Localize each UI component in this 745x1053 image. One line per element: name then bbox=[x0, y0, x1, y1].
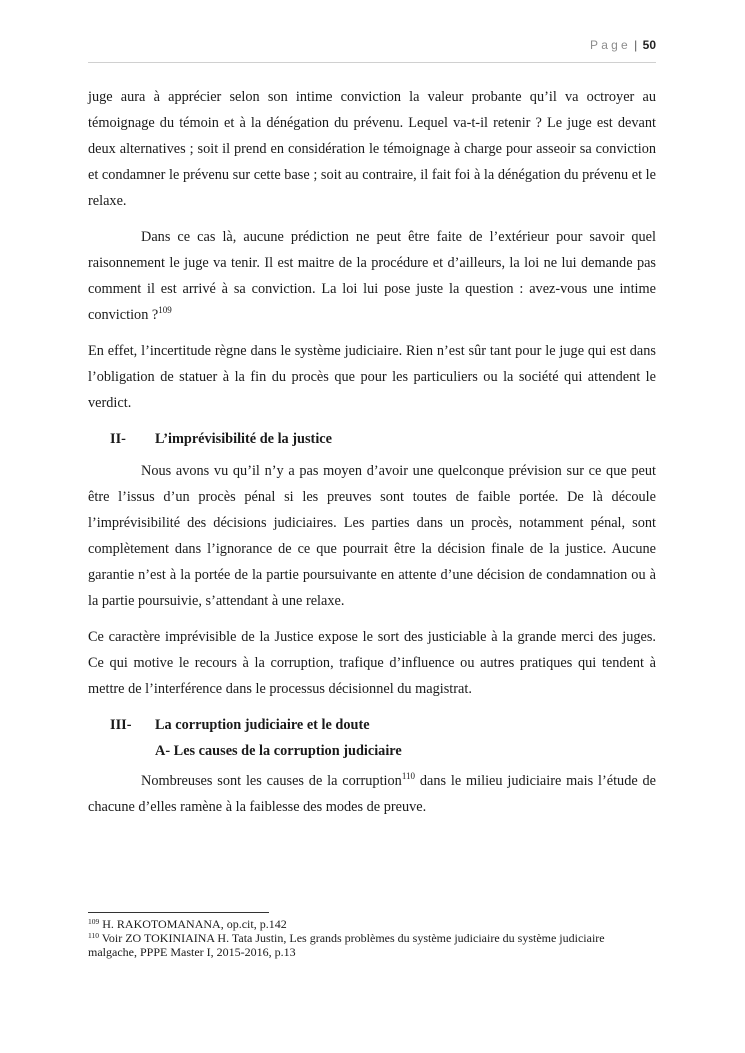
paragraph-6-text-start: Nombreuses sont les causes de la corruption bbox=[141, 773, 402, 789]
page-label: Page bbox=[590, 38, 631, 52]
footnote-ref-109[interactable]: 109 bbox=[158, 305, 172, 315]
header-divider bbox=[88, 62, 656, 63]
page-number: 50 bbox=[642, 38, 656, 52]
footnote-110 bbox=[88, 931, 656, 959]
section-heading-3 bbox=[88, 712, 656, 738]
footnote-109 bbox=[88, 917, 656, 931]
paragraph-3: En effet, l’incertitude règne dans le système judiciaire. Rien n’est sûr tant pour le juge qui est dans l’obligation de statuer à la fin du procès que pour les particuliers ou la société qui attendent le verdict. bbox=[88, 343, 656, 411]
footnotes bbox=[88, 917, 656, 959]
footnote-ref-110[interactable]: 110 bbox=[401, 771, 415, 781]
section-heading-2 bbox=[88, 426, 656, 452]
paragraph-4: Nous avons vu qu’il n’y a pas moyen d’avoir une quelconque prévision sur ce que peut être l’issus d’un procès pénal si les preuves sont toutes de faible portée. De là découle l’imprévisibilité des décisions judiciaires. Les parties dans un procès, notamment pénal, sont complètement dans l’ignorance de ce que pourrait être la décision finale de la justice. Aucune garantie n’est à la portée de la partie poursuivante en attente d’une décision de condamnation ou à la partie poursuivie, s’attendant à une relaxe. bbox=[88, 463, 656, 609]
subsection-heading-a: A- Les causes de la corruption judiciaire bbox=[155, 743, 402, 759]
footnote-110-marker: 110 bbox=[88, 931, 99, 940]
paragraph-6-text-end: dans le milieu judiciaire mais l’étude de chacune d’elles ramène à la faiblesse des modes de preuve. bbox=[88, 773, 657, 815]
section-2-title: L’imprévisibilité de la justice bbox=[155, 431, 332, 447]
page-body bbox=[88, 84, 656, 830]
paragraph-6 bbox=[88, 768, 656, 820]
paragraph-2 bbox=[88, 224, 656, 328]
paragraph-1: juge aura à apprécier selon son intime conviction la valeur probante qu’il va octroyer au témoignage du témoin et à la dénégation du prévenu. Lequel va-t-il retenir ? Le juge est devant deux alternatives ; soit il prend en considération le témoignage à charge pour asseoir sa conviction et condamner le prévenu sur cette base ; soit au contraire, il fait foi à la dénégation du prévenu et le relaxe. bbox=[88, 89, 656, 209]
footnote-109-marker: 109 bbox=[88, 917, 100, 926]
page-header bbox=[88, 38, 656, 52]
footnote-divider bbox=[88, 912, 269, 913]
footnote-109-text: H. RAKOTOMANANA, op.cit, p.142 bbox=[99, 917, 287, 931]
section-3-number: III- bbox=[110, 717, 132, 733]
section-3-title: La corruption judiciaire et le doute bbox=[155, 717, 370, 733]
section-2-number: II- bbox=[110, 431, 126, 447]
footnote-110-text: Voir ZO TOKINIAINA H. Tata Justin, Les grands problèmes du système judiciaire du système judiciaire malgache, PPPE Master I, 2015-2016, p.13 bbox=[88, 931, 605, 959]
paragraph-5: Ce caractère imprévisible de la Justice expose le sort des justiciable à la grande merci des juges. Ce qui motive le recours à la corruption, trafique d’influence ou autres pratiques qui tendent à mettre de l’interférence dans le processus décisionnel du magistrat. bbox=[88, 629, 656, 697]
paragraph-2-text: Dans ce cas là, aucune prédiction ne peut être faite de l’extérieur pour savoir quel raisonnement le juge va tenir. Il est maitre de la procédure et d’ailleurs, la loi ne lui demande pas comment il est arrivé à sa conviction. La loi lui pose juste la question : avez-vous une intime conviction ? bbox=[88, 229, 656, 323]
page-separator: | bbox=[634, 38, 638, 52]
